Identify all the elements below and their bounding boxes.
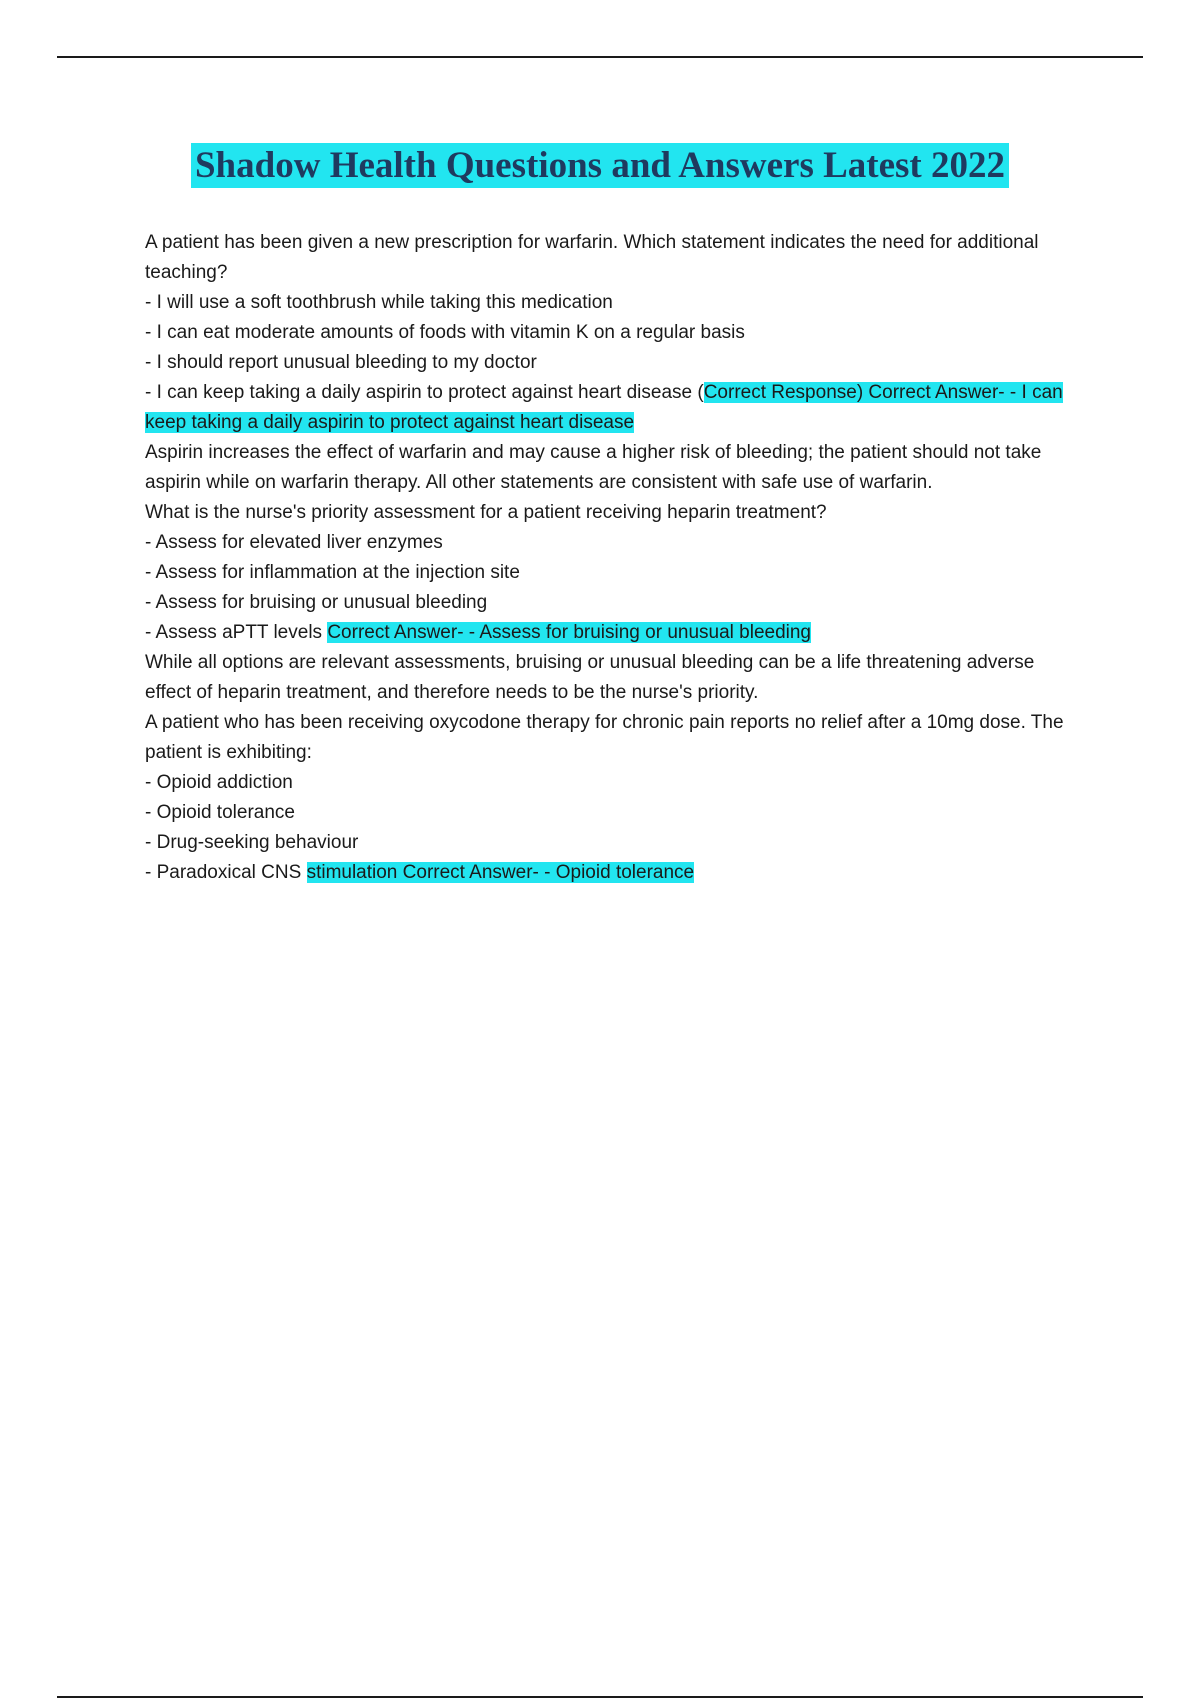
question-2-option-4	[145, 618, 1085, 648]
question-3-option-3: - Drug-seeking behaviour	[145, 832, 359, 853]
question-1-option-1: - I will use a soft toothbrush while taking this medication	[145, 292, 613, 313]
title-block	[0, 145, 1200, 187]
bottom-rule	[57, 1696, 1143, 1698]
question-3-option-4	[145, 858, 1085, 888]
question-1-option-3: - I should report unusual bleeding to my doctor	[145, 352, 537, 373]
top-rule	[57, 56, 1143, 58]
question-1: A patient has been given a new prescription for warfarin. Which statement indicates the need for additional teaching?	[145, 232, 1039, 283]
question-1-correct-answer: Correct Response) Correct Answer- - I can keep taking a daily aspirin to protect against heart disease	[145, 382, 1063, 433]
question-3-option-4-text: - Paradoxical CNS	[145, 862, 307, 883]
question-2-explanation: While all options are relevant assessments, bruising or unusual bleeding can be a life threatening adverse effect of heparin treatment, and therefore needs to be the nurse's priority.	[145, 652, 1035, 703]
question-3-option-1: - Opioid addiction	[145, 772, 293, 793]
question-2: What is the nurse's priority assessment for a patient receiving heparin treatment?	[145, 502, 827, 523]
question-3: A patient who has been receiving oxycodone therapy for chronic pain reports no relief after a 10mg dose. The patient is exhibiting:	[145, 712, 1064, 763]
question-3-correct-answer: stimulation Correct Answer- - Opioid tolerance	[306, 862, 695, 883]
question-1-explanation: Aspirin increases the effect of warfarin and may cause a higher risk of bleeding; the patient should not take aspirin while on warfarin therapy. All other statements are consistent with safe use of warfarin.	[145, 442, 1042, 493]
document-body	[145, 228, 1085, 888]
question-2-correct-answer: Correct Answer- - Assess for bruising or unusual bleeding	[327, 622, 812, 643]
question-2-option-2: - Assess for inflammation at the injection site	[145, 562, 520, 583]
question-1-option-4-text: - I can keep taking a daily aspirin to protect against heart disease (	[145, 382, 704, 403]
question-2-option-4-text: - Assess aPTT levels	[145, 622, 328, 643]
question-1-option-4	[145, 378, 1085, 438]
question-3-option-2: - Opioid tolerance	[145, 802, 295, 823]
question-1-option-2: - I can eat moderate amounts of foods with vitamin K on a regular basis	[145, 322, 745, 343]
question-2-option-3: - Assess for bruising or unusual bleeding	[145, 592, 488, 613]
question-2-option-1: - Assess for elevated liver enzymes	[145, 532, 443, 553]
page-title: Shadow Health Questions and Answers Latest 2022	[191, 143, 1009, 188]
